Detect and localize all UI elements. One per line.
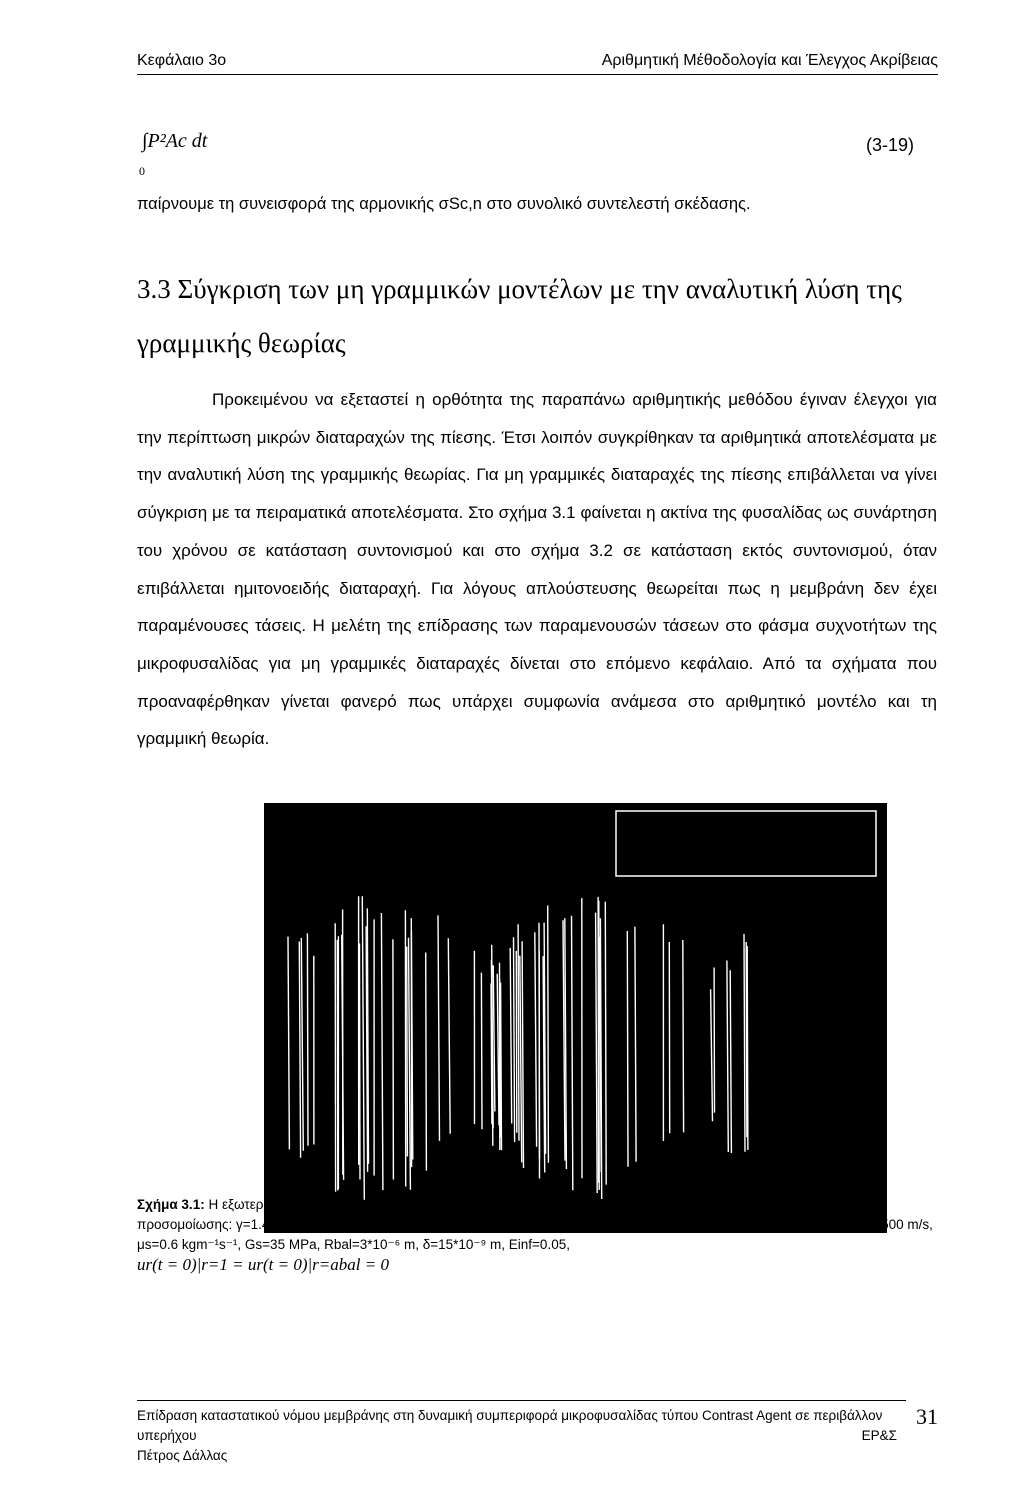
trace-stroke	[407, 947, 408, 1157]
trace-stroke	[548, 906, 549, 1163]
integral-lower-limit: 0	[139, 164, 145, 178]
footer	[137, 1406, 897, 1466]
figure-label: Σχήμα 3.1:	[137, 1197, 205, 1212]
trace-stroke	[360, 943, 361, 1179]
integral-expression: ∫P²Ac dt	[142, 130, 208, 152]
trace-stroke	[307, 933, 308, 1145]
trace-stroke	[539, 923, 540, 1159]
equation-number: (3-19)	[865, 135, 914, 155]
trace-stroke	[393, 939, 394, 1179]
formula-trailing-text: παίρνουμε τη συνεισφορά της αρμονικής σSc,n στο συνολικό συντελεστή σκέδασης.	[137, 195, 751, 213]
section-heading: 3.3 Σύγκριση των μη γραμμικών μοντέλων με την αναλυτική λύση της γραμμικής θεωρίας	[137, 274, 902, 358]
trace-stroke	[518, 924, 519, 1140]
header-rule	[137, 74, 938, 75]
footer-author: Πέτρος Δάλλας	[137, 1448, 228, 1463]
footer-rule	[137, 1400, 906, 1401]
trace-stroke	[501, 983, 502, 1151]
page-number: 31	[916, 1404, 938, 1429]
trace-stroke	[747, 946, 748, 1150]
trace-stroke	[605, 902, 606, 1185]
footer-thesis-title: Επίδραση καταστατικού νόμου μεμβράνης στη δυναμική συμπεριφορά μικροφυσαλίδας τύπου Contrast Agent σε περιβάλλον υπερήχου	[137, 1408, 883, 1443]
boundary-condition: ur(t = 0)|r=1 = ur(t = 0)|r=abal = 0	[137, 1255, 389, 1274]
integral-formula	[139, 130, 208, 178]
trace-stroke	[627, 931, 628, 1167]
footer-lab: ΕΡ&Σ	[861, 1428, 897, 1443]
figure-radius-time-plot	[264, 803, 887, 1233]
trace-stroke	[481, 973, 482, 1130]
figure-caption-text: Η εξωτερική ακτίνα της μικροφυσαλίδας ως συνάρτηση του χρόνου σε κατάσταση συντονισμού. Δεδομένα προσομοίωσης: γ=1.4, Pinf=101325 Pa, ρl=998 kg/m³, s1=0.04 κg/s², s2=0.005 kg/s²,s=0.045 κg/s² μl=0.001 kgm⁻¹s⁻¹, Cl=1500 m/s, μs=0.6 kgm⁻¹s⁻¹, Gs=35 MPa, Rbal=3*10⁻⁶ m, δ=15*10⁻⁹ m, Einf=0.05,	[137, 1197, 933, 1252]
body-paragraph: Προκειμένου να εξεταστεί η ορθότητα της παραπάνω αριθμητικής μεθόδου έγιναν έλεγχοι για την περίπτωση μικρών διαταραχών της πίεσης. Έτσι λοιπόν συγκρίθηκαν τα αριθμητικά αποτελέσματα με την αναλυτική λύση της γραμμικής θεωρίας. Για μη γραμμικές διαταραχές της πίεσης επιβάλλεται να γίνει σύγκριση με τα πειραματικά αποτελέσματα. Στο σχήμα 3.1 φαίνεται η ακτίνα της φυσαλίδας ως συνάρτηση του χρόνου σε κατάσταση συντονισμού και στο σχήμα 3.2 σε κατάσταση εκτός συντονισμού, όταν επιβάλλεται ημιτονοειδής διαταραχή. Για λόγους απλούστευσης θεωρείται πως η μεμβράνη δεν έχει παραμένουσες τάσεις. Η μελέτη της επίδρασης των παραμενουσών τάσεων στο φάσμα συχνοτήτων της μικροφυσαλίδας για μη γραμμικές διαταραχές δίνεται στο επόμενο κεφάλαιο. Από τα σχήματα που προαναφέρθηκαν γίνεται φανερό πως υπάρχει συμφωνία ανάμεσα στο αριθμητικό μοντέλο και τη γραμμική θεωρία.	[137, 390, 937, 749]
running-header-chapter: Κεφάλαιο 3ο	[137, 52, 227, 69]
trace-stroke	[516, 951, 517, 1133]
trace-stroke	[744, 934, 745, 1152]
trace-stroke	[683, 940, 684, 1132]
trace-stroke	[426, 953, 427, 1171]
running-header-title: Αριθμητική Μέθοδολογία και Έλεγχος Ακρίβειας	[601, 52, 938, 69]
figure-caption	[137, 1195, 937, 1276]
plot-area	[264, 803, 887, 1233]
